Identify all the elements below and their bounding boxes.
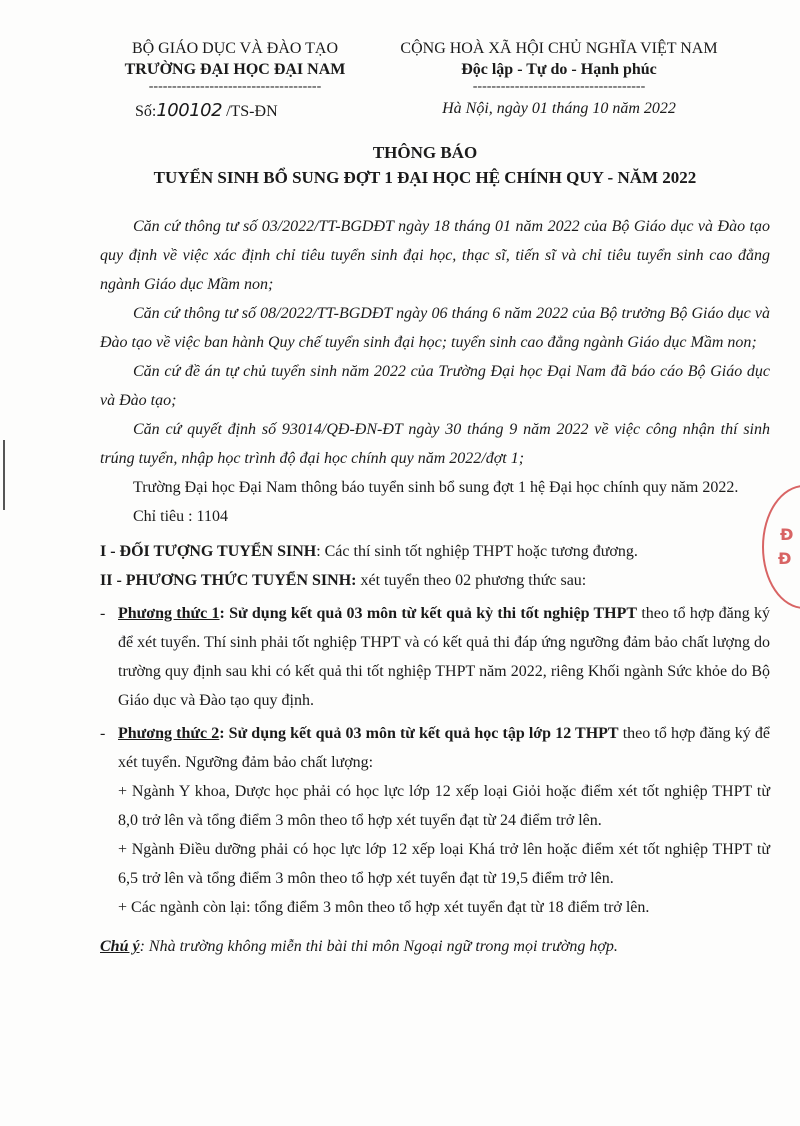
- scan-edge-mark: [3, 440, 5, 510]
- section-2: [100, 566, 770, 595]
- basis-paragraph-3: Căn cứ đề án tự chủ tuyển sinh năm 2022 của Trường Đại học Đại Nam đã báo cáo Bộ Giáo dục và Đào tạo;: [100, 363, 770, 409]
- national-heading: [378, 38, 740, 92]
- document-title: THÔNG BÁO: [372, 143, 478, 162]
- national-motto: Độc lập - Tự do - Hạnh phúc: [461, 61, 657, 78]
- number-prefix: Số:: [135, 103, 157, 120]
- method-2: [100, 719, 770, 777]
- method-1-label: Phương thức 1: [118, 605, 220, 622]
- section-1-text: : Các thí sinh tốt nghiệp THPT hoặc tương đương.: [316, 543, 638, 560]
- number-suffix: /TS-ĐN: [222, 103, 278, 120]
- method-1: [100, 599, 770, 715]
- issuer-divider: -------------------------------------: [148, 79, 322, 94]
- section-2-text: xét tuyển theo 02 phương thức sau:: [356, 572, 587, 589]
- basis-paragraph-4: Căn cứ quyết định số 93014/QĐ-ĐN-ĐT ngày 30 tháng 9 năm 2022 về việc công nhận thí sinh trúng tuyển, nhập học trình độ đại học chính quy năm 2022/đợt 1;: [100, 421, 770, 467]
- criteria-medicine: + Ngành Y khoa, Dược học phải có học lực lớp 12 xếp loại Giỏi hoặc điểm xét tốt nghiệp THPT từ 8,0 trở lên và tổng điểm 3 môn theo tổ hợp xét tuyển đạt từ 24 điểm trở lên.: [118, 783, 770, 829]
- motto-divider: -------------------------------------: [472, 79, 646, 94]
- method-1-text: theo tổ hợp đăng ký để xét tuyển. Thí sinh phải tốt nghiệp THPT và có kết quả thi đáp ứng ngưỡng đảm bảo chất lượng do trường quy định sau khi có kết quả thi tốt nghiệp THPT năm 2022, riêng Khối ngành Sức khỏe do Bộ Giáo dục và Đào tạo quy định.: [118, 605, 770, 709]
- seal-letter-2: Đ: [778, 549, 792, 568]
- criteria-nursing: + Ngành Điều dưỡng phải có học lực lớp 12 xếp loại Khá trở lên hoặc điểm xét tốt nghiệp THPT từ 6,5 trở lên và tổng điểm 3 môn theo tổ hợp xét tuyển đạt từ 19,5 điểm trở lên.: [118, 841, 770, 887]
- method-2-label: Phương thức 2: [118, 725, 220, 742]
- country-name: CỘNG HOÀ XÃ HỘI CHỦ NGHĨA VIỆT NAM: [400, 40, 718, 57]
- note-text: : Nhà trường không miễn thi bài thi môn Ngoại ngữ trong mọi trường hợp.: [139, 938, 618, 955]
- document-subtitle: TUYỂN SINH BỔ SUNG ĐỢT 1 ĐẠI HỌC HỆ CHÍNH QUY - NĂM 2022: [153, 168, 697, 187]
- note-label: Chú ý: [100, 938, 140, 955]
- document-date: Hà Nội, ngày 01 tháng 10 năm 2022: [442, 100, 676, 117]
- announcement-paragraph: Trường Đại học Đại Nam thông báo tuyển sinh bổ sung đợt 1 hệ Đại học chính quy năm 2022.: [133, 479, 739, 496]
- method-1-bold: : Sử dụng kết quả 03 môn từ kết quả kỳ thi tốt nghiệp THPT: [219, 605, 638, 622]
- seal-letter-1: Đ: [780, 525, 794, 544]
- document-number: [135, 100, 278, 121]
- quota-line: Chỉ tiêu : 1104: [133, 508, 228, 525]
- section-1-label: I - ĐỐI TƯỢNG TUYỂN SINH: [100, 543, 317, 560]
- method-2-bold: : Sử dụng kết quả 03 môn từ kết quả học tập lớp 12 THPT: [219, 725, 619, 742]
- basis-paragraph-2: Căn cứ thông tư số 08/2022/TT-BGDĐT ngày 06 tháng 6 năm 2022 của Bộ trưởng Bộ Giáo dục và Đào tạo về việc ban hành Quy chế tuyển sinh đại học; tuyển sinh cao đẳng ngành Giáo dục Mầm non;: [100, 305, 770, 351]
- method-2-text: theo tổ hợp đăng ký để xét tuyển. Ngưỡng đảm bảo chất lượng:: [118, 725, 770, 771]
- ministry-name: BỘ GIÁO DỤC VÀ ĐÀO TẠO: [131, 40, 339, 57]
- section-1: [100, 537, 770, 566]
- document-body: [100, 212, 770, 977]
- note: [100, 932, 770, 961]
- method-1-dash: -: [100, 605, 106, 622]
- criteria-others: + Các ngành còn lại: tổng điểm 3 môn theo tổ hợp xét tuyển đạt từ 18 điểm trở lên.: [118, 899, 650, 916]
- university-name: TRƯỜNG ĐẠI HỌC ĐẠI NAM: [124, 61, 346, 78]
- method-2-dash: -: [100, 725, 106, 742]
- section-2-label: II - PHƯƠNG THỨC TUYỂN SINH:: [100, 572, 357, 589]
- number-handwritten: 100102: [156, 100, 223, 121]
- basis-paragraph-1: Căn cứ thông tư số 03/2022/TT-BGDĐT ngày 18 tháng 01 năm 2022 của Bộ Giáo dục và Đào tạo quy định về việc xác định chỉ tiêu tuyển sinh đại học, thạc sĩ, tiến sĩ và chỉ tiêu tuyển sinh cao đẳng ngành Giáo dục Mầm non;: [100, 218, 770, 293]
- issuer-block: [100, 38, 370, 92]
